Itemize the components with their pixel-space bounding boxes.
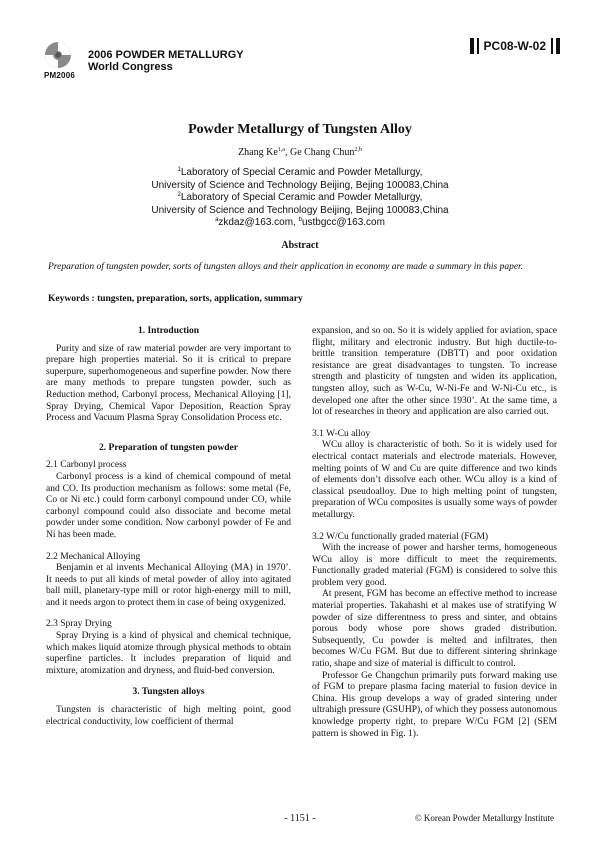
paper-code-box — [470, 38, 560, 54]
email-sup-b: b — [298, 217, 302, 223]
abstract-text: Preparation of tungsten powder, sorts of tungsten alloys and their application in economy are made a summary in this paper. — [48, 262, 524, 272]
prep-heading: 2. Preparation of tungsten powder — [99, 442, 238, 453]
affil-line-4: University of Science and Technology Beijing, Bejing 100083,China — [151, 204, 449, 216]
paper-title: Powder Metallurgy of Tungsten Alloy — [188, 122, 412, 137]
email-sup-a: a — [215, 217, 219, 223]
affil-line-1: Laboratory of Special Ceramic and Powder Metallurgy, — [180, 167, 423, 178]
continued-paragraph: expansion, and so on. So it is widely applied for aviation, space flight, military and electronic industry. But high ductile-to-brittle transition temperature (DBTT) and poor oxidation resistance are great disadvantages to tungsten. To increase strength and plasticity of tungsten and widen its application, tungsten alloy, such as W-Cu, W-Ni-Fe and W-Ni-Cu etc., is developed one after the other since 1930’. At the same time, a lot of researches in theory and application are also carried out. — [312, 326, 557, 418]
page-number: - 1151 - — [284, 813, 316, 824]
s31-paragraph: WCu alloy is characteristic of both. So it is widely used for electrical contact materials and electrode materials. However, melting points of W and Cu are quite difference and two kinds of elements don’t dissolve each other. WCu alloy is a kind of classical pseudoalloy. Due to high melting point of tungsten, preparation of WCu composites is usually some ways of powder metallurgy. — [312, 440, 557, 520]
s22-paragraph: Benjamin et al invents Mechanical Alloying (MA) in 1970’. It needs to put all kinds of metal powder of alloy into agitated ball mill, planetary-type mill or rotor high-energy mill to mill, and it needs argon to protect them in case of being oxygenized. — [46, 563, 291, 608]
s22-title: 2.2 Mechanical Alloying — [46, 551, 141, 562]
conference-name — [88, 49, 244, 73]
s32-title: 3.2 W/Cu functionally graded material (FGM) — [312, 531, 489, 542]
keywords: Keywords : tungsten, preparation, sorts, application, summary — [48, 294, 303, 304]
conference-line-1: 2006 POWDER METALLURGY — [88, 49, 244, 61]
email-b: ustbgcc@163.com — [301, 217, 385, 228]
author-1: Zhang Ke — [238, 147, 278, 158]
s32-paragraph-1: With the increase of power and harsher terms, homogeneous WCu alloy is more difficult to meet the requirements. Functionally graded material (FGM) is considered to solve this problem very good. — [312, 543, 557, 588]
logo-year: PM2006 — [44, 71, 75, 80]
s32-paragraph-2: At present, FGM has become an effective method to increase material properties. Takahashi et al makes use of stratifying W powder of size differentness to press and sinter, and obtains porous body whose pore shows graded distribution. Subsequently, Cu powder is melted and infiltrates, then becomes W/Cu FGM. But due to different sintering shrinkage ratio, shape and size of material is difficult to control. — [312, 589, 557, 670]
left-column — [46, 326, 291, 728]
affil-line-3: Laboratory of Special Ceramic and Powder Metallurgy, — [180, 192, 423, 203]
author-2: , Ge Chang Chun — [284, 147, 355, 158]
affil-sup-1: 1 — [177, 167, 181, 173]
intro-heading: 1. Introduction — [137, 326, 200, 336]
affiliations — [0, 167, 600, 230]
author-1-sup: 1,a — [277, 147, 285, 153]
code-bar-left — [470, 38, 474, 54]
conference-line-2: World Congress — [88, 61, 173, 73]
author-2-sup: 2,b — [354, 147, 362, 153]
paper-code: PC08-W-02 — [483, 39, 546, 53]
abstract-heading: Abstract — [281, 240, 319, 251]
authors — [0, 147, 600, 158]
affil-sup-2: 2 — [177, 192, 181, 198]
intro-paragraph: Purity and size of raw material powder are very important to prepare high properties material. So it is critical to prepare superpure, superhomogeneous and superfine powder. Now there are many methods to prepare tungsten powder, such as Reduction method, Carbonyl process, Mechanical Alloying [1], Spray Drying, Chemical Vapor Deposition, Reaction Spray Process and Vacuum Plasma Spray Consolidation Process etc. — [46, 343, 291, 424]
footer-institute: © Korean Powder Metallurgy Institute — [414, 813, 554, 823]
alloys-heading: 3. Tungsten alloys — [132, 687, 205, 698]
s23-title: 2.3 Spray Drying — [46, 619, 112, 630]
s21-paragraph: Carbonyl process is a kind of chemical compound of metal and CO. Its production mechanism as follows: some metal (Fe, Co or Ni etc.) could form carbonyl compound under CO, while carbonyl compound could also dissociate and become metal powder under some condition. Now carbonyl powder of Fe and Ni has been made. — [46, 471, 291, 540]
code-bar-right-thin — [551, 38, 553, 54]
s32-paragraph-3: Professor Ge Changchun primarily puts forward making use of FGM to prepare plasma facing material to fusion device in China. His group develops a way of graded sintering under ultrahigh pressure (GSUHP), of which they possess autonomous knowledge property right, to prepare W/Cu FGM [2] (SEM pattern is showed in Fig. 1). — [312, 670, 557, 739]
s23-paragraph: Spray Drying is a kind of physical and chemical technique, which makes liquid atomize through physical methods to obtain superfine particles. It includes preparation of liquid and mixture, atomization and dryness, and fluid-bed conversion. — [46, 631, 291, 676]
s31-title: 3.1 W-Cu alloy — [312, 428, 371, 439]
email-a: zkdaz@163.com, — [218, 217, 299, 228]
s21-title: 2.1 Carbonyl process — [46, 460, 127, 471]
alloys-paragraph: Tungsten is characteristic of high melting point, good electrical conductivity, low coefficient of thermal — [46, 705, 291, 727]
code-bar-left-thin — [477, 38, 479, 54]
affil-line-2: University of Science and Technology Beijing, Bejing 100083,China — [151, 179, 449, 191]
code-bar-right — [556, 38, 560, 54]
right-column — [312, 326, 557, 740]
